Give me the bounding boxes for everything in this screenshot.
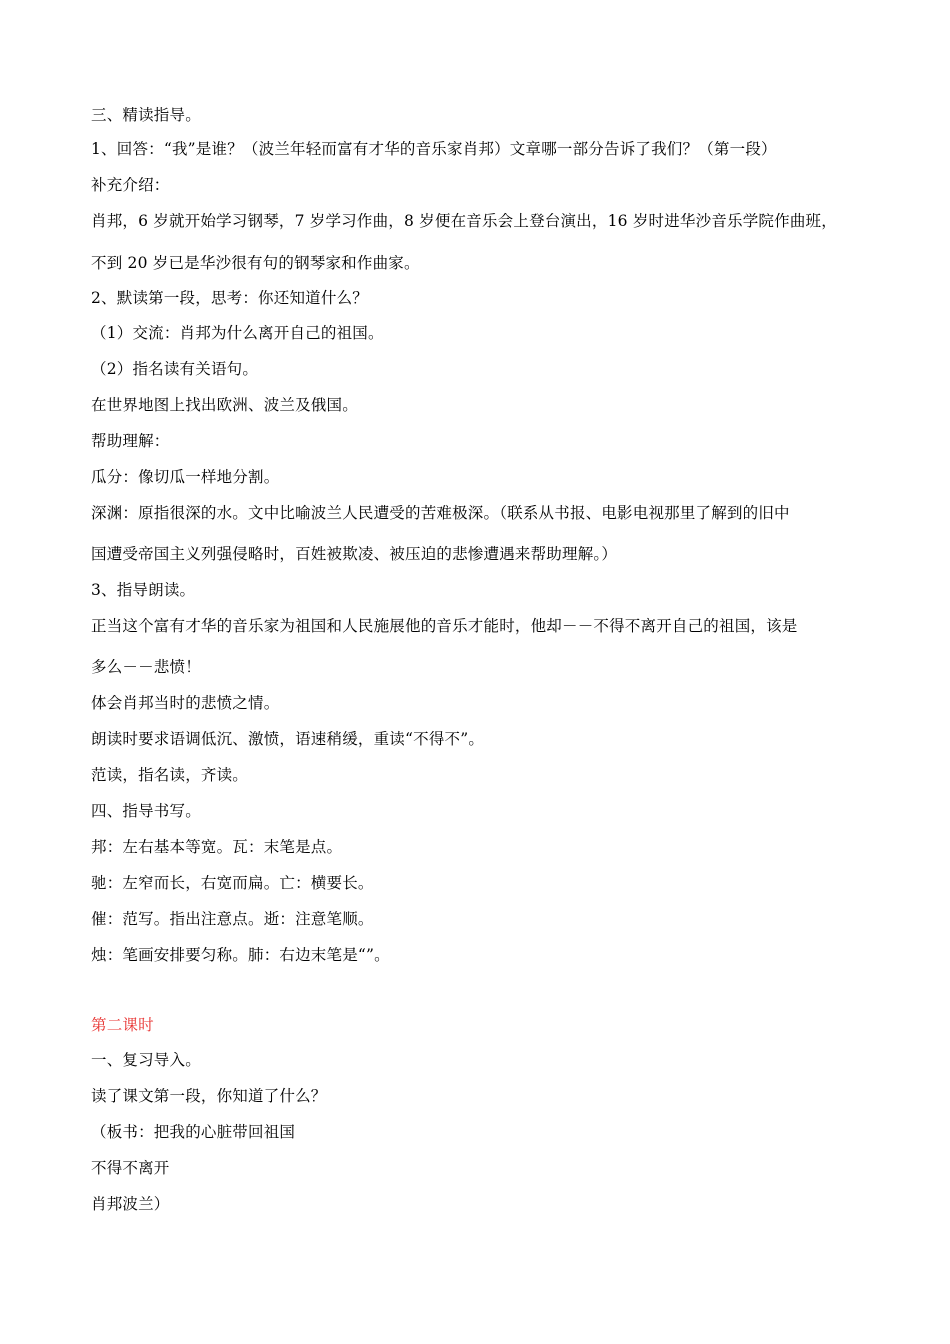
reading-passage-line-1: 正当这个富有才华的音乐家为祖国和人民施展他的音乐才能时，他却－－不得不离开自己的祖国，该是 <box>91 617 798 635</box>
lesson-2-heading: 第二课时 <box>91 1016 154 1034</box>
map-activity: 在世界地图上找出欧洲、波兰及俄国。 <box>91 396 358 414</box>
review-question: 读了课文第一段，你知道了什么？ <box>91 1087 327 1105</box>
term-shenyuan-line-1: 深渊：原指很深的水。文中比喻波兰人民遭受的苦难极深。（联系从书报、电影电视那里了解到的旧中 <box>91 504 790 522</box>
review-heading: 一、复习导入。 <box>91 1051 201 1069</box>
chopin-intro-line-1: 肖邦，6 岁就开始学习钢琴，7 岁学习作曲，8 岁便在音乐会上登台演出，16 岁时进华沙音乐学院作曲班， <box>91 212 837 230</box>
term-guafen: 瓜分：像切瓜一样地分割。 <box>91 468 280 486</box>
board-note-line-1: （板书：把我的心脏带回祖国 <box>91 1123 296 1141</box>
writing-note-4: 烛：笔画安排要匀称。肺：右边末笔是“”。 <box>91 946 390 964</box>
writing-note-1: 邦：左右基本等宽。瓦：末笔是点。 <box>91 838 343 856</box>
feeling-note: 体会肖邦当时的悲愤之情。 <box>91 694 280 712</box>
reading-requirement: 朗读时要求语调低沉、激愤，语速稍缓，重读“不得不”。 <box>91 730 485 748</box>
supplement-label: 补充介绍： <box>91 176 170 194</box>
question-3: 3、指导朗读。 <box>91 581 196 599</box>
section-heading-4: 四、指导书写。 <box>91 802 201 820</box>
writing-note-2: 驰：左窄而长，右宽而扁。亡：横要长。 <box>91 874 374 892</box>
reading-passage-line-2: 多么－－悲愤！ <box>91 658 201 676</box>
question-1: 1、回答：“我”是谁？（波兰年轻而富有才华的音乐家肖邦）文章哪一部分告诉了我们？（第一段） <box>91 140 777 158</box>
question-2: 2、默读第一段，思考：你还知道什么？ <box>91 289 368 307</box>
board-note-line-2: 不得不离开 <box>91 1159 170 1177</box>
term-shenyuan-line-2: 国遭受帝国主义列强侵略时，百姓被欺凌、被压迫的悲惨遭遇来帮助理解。） <box>91 545 618 563</box>
chopin-intro-line-2: 不到 20 岁已是华沙很有句的钢琴家和作曲家。 <box>91 254 420 272</box>
help-understand-label: 帮助理解： <box>91 432 170 450</box>
item-2-2: （2）指名读有关语句。 <box>91 360 259 378</box>
board-note-line-3: 肖邦波兰） <box>91 1195 170 1213</box>
item-2-1: （1）交流：肖邦为什么离开自己的祖国。 <box>91 324 384 342</box>
writing-note-3: 催：范写。指出注意点。逝：注意笔顺。 <box>91 910 374 928</box>
section-heading-3: 三、精读指导。 <box>91 106 201 124</box>
reading-modes: 范读，指名读，齐读。 <box>91 766 249 784</box>
